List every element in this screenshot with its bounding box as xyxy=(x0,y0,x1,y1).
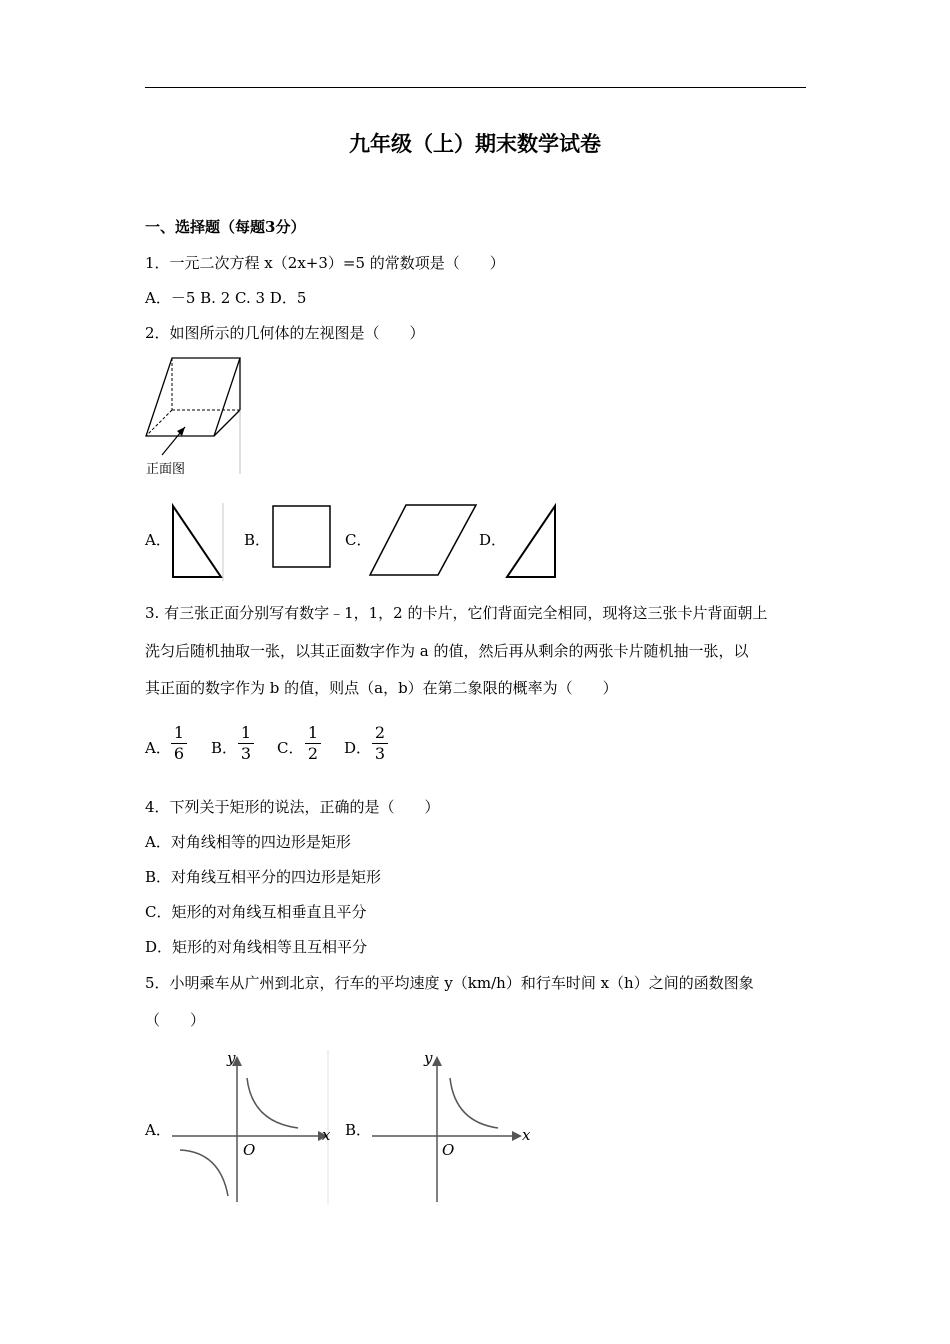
page-title: 九年级（上）期末数学试卷 xyxy=(349,131,601,156)
q3-option-b-numerator: 1 xyxy=(240,723,252,742)
q2-option-d-label: D． xyxy=(479,531,507,549)
q4-option-b: B．对角线互相平分的四边形是矩形 xyxy=(145,868,382,886)
q2-option-a-label: A． xyxy=(145,531,171,549)
q5-line2: （ ） xyxy=(145,1011,206,1029)
q2-option-b-square xyxy=(272,505,332,569)
q5-b-y-label: y xyxy=(424,1049,433,1067)
q5-a-y-label: y xyxy=(227,1049,236,1067)
q2-option-a-triangle xyxy=(170,503,226,581)
header-rule xyxy=(145,87,806,88)
q5-a-x-label: x xyxy=(322,1126,331,1144)
q3-option-b-fraction xyxy=(238,724,254,763)
q3-option-c-numerator: 1 xyxy=(307,723,319,742)
q3-option-d-label: D． xyxy=(344,739,372,757)
q2-figure-caption: 正面图 xyxy=(146,462,186,477)
q5-b-x-label: x xyxy=(522,1126,531,1144)
q2-option-c-parallelogram xyxy=(368,503,478,579)
q3-line3: 其正面的数字作为 b 的值，则点（a，b）在第二象限的概率为（ ） xyxy=(145,679,618,697)
q1-stem: 1．一元二次方程 x（2x+3）=5 的常数项是（ ） xyxy=(145,254,505,272)
q2-option-d-triangle xyxy=(504,503,560,581)
q5-a-origin-label: O xyxy=(243,1141,256,1159)
q4-stem: 4．下列关于矩形的说法，正确的是（ ） xyxy=(145,798,440,816)
q3-option-a-label: A． xyxy=(145,739,171,757)
q5-option-b-label: B． xyxy=(345,1121,372,1139)
section-heading: 一、选择题（每题3分） xyxy=(145,218,306,236)
q3-option-c-fraction xyxy=(305,724,321,763)
q3-line2: 洗匀后随机抽取一张，以其正面数字作为 a 的值，然后再从剩余的两张卡片随机抽一张，以 xyxy=(145,642,749,660)
q3-option-c-denominator: 2 xyxy=(307,744,319,763)
q3-option-a-numerator: 1 xyxy=(173,723,185,742)
q3-option-d-fraction xyxy=(372,724,388,763)
q2-option-b-label: B． xyxy=(244,531,271,549)
q5-line1: 5．小明乘车从广州到北京，行车的平均速度 y（km/h）和行车时间 x（h）之间的函数图象 xyxy=(145,974,754,992)
q3-option-d-numerator: 2 xyxy=(374,723,386,742)
q4-option-a: A．对角线相等的四边形是矩形 xyxy=(145,833,351,851)
q4-option-d: D．矩形的对角线相等且互相平分 xyxy=(145,938,368,956)
q3-option-b-label: B． xyxy=(211,739,238,757)
q3-option-a-fraction xyxy=(171,724,187,763)
q3-option-b-denominator: 3 xyxy=(240,744,252,763)
q5-option-a-label: A． xyxy=(145,1121,171,1139)
q2-option-c-label: C． xyxy=(345,531,372,549)
q3-line1: 3. 有三张正面分别写有数字﹣1，1，2 的卡片，它们背面完全相同，现将这三张卡片背面朝上 xyxy=(145,604,768,622)
q3-option-d-denominator: 3 xyxy=(374,744,386,763)
q3-option-c-label: C． xyxy=(277,739,304,757)
q5-b-origin-label: O xyxy=(442,1141,455,1159)
q3-option-a-denominator: 6 xyxy=(173,744,185,763)
q4-option-c: C．矩形的对角线互相垂直且平分 xyxy=(145,903,367,921)
q2-stem: 2．如图所示的几何体的左视图是（ ） xyxy=(145,324,425,342)
q5-option-b-graph xyxy=(370,1050,540,1205)
q1-options: A．－5 B. 2 C. 3 D．5 xyxy=(145,289,307,307)
q5-option-a-graph xyxy=(170,1050,340,1205)
